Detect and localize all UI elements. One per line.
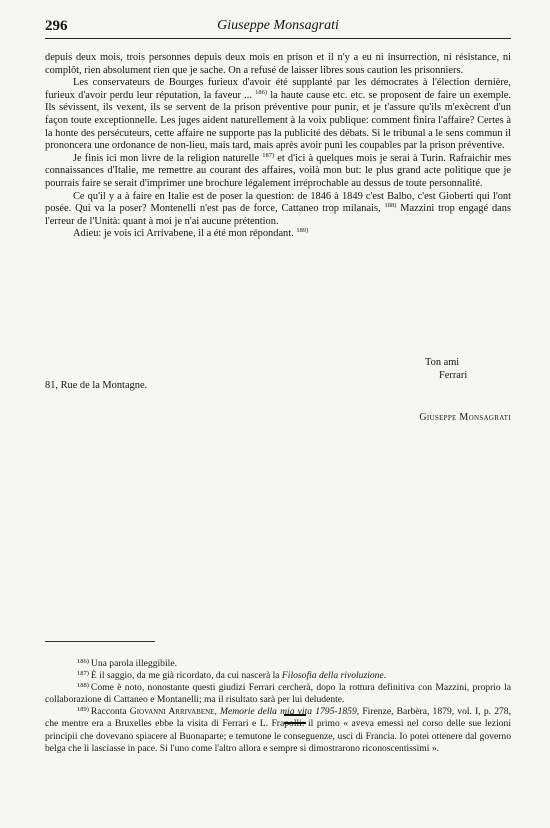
footnotes [45, 658, 511, 755]
paragraph-3: Je finis ici mon livre de la religion naturelle $^{187)}$ et d'ici à quelques mois je serai à Turin. Rafraichir mes connaissances d'Italie, me remettre au courant des affaires, voilà mon but: le plus grand acte politique que je pourrais faire se serait d'imprimer une brochure légalement irréprochable au dessus de toute personnalité. [45, 151, 511, 189]
footnote-ref-188[interactable]: 188) [384, 202, 397, 210]
running-header [45, 18, 511, 39]
page-number: 296 [45, 18, 68, 34]
cited-author: Giovanni Arrivabene [129, 706, 215, 718]
cited-title: Memorie della mia vita 1795-1859 [220, 706, 357, 718]
footnote-188: $^{188)}$ Come è noto, nonostante questi giudizi Ferrari cercherà, dopo la rottura definitiva con Mazzini, proprio la collaborazione di Cattaneo e Montanelli; ma il risultato sarà per lui deludente. [45, 682, 511, 706]
editorial-mark [284, 714, 306, 724]
footnote-186: $^{186)}$ Una parola illeggibile. [77, 658, 177, 669]
article-author-signature: Giuseppe Monsagrati [419, 412, 511, 423]
letter-signature: Ferrari [439, 370, 468, 381]
running-head-title: Giuseppe Monsagrati [217, 18, 339, 33]
paragraph-1: depuis deux mois, trois personnes depuis deux mois en prison et il n'y a eu ni insurrection, ni résistance, ni complôt, rien absolument rien que je sache. On a refusé de laisser libres sous caution les prisonniers. [45, 52, 511, 76]
cited-title: Filosofia della rivoluzione [281, 670, 384, 682]
footnote-189: $^{189)}$ Racconta Giovanni Arrivabene, Memorie della mia vita 1795-1859, Firenze, Barbèra, 1879, vol. I, p. 278, che mentre era a Bruxelles ebbe la visita di Ferrari e L. Frapolli: il primo « aveva emessi nel corso delle sue lezioni principii che dovevano spiacere al Buonaparte; e temutone le conseguenze, uscì di Francia. Io potei ottenere dal governo belga che li lasciasse in pace. Si l'uno come l'altro allora e sempre si dimostrarono riconoscentissimi ». [45, 706, 511, 754]
footnote-divider [45, 641, 155, 642]
salutation: Ton ami [425, 357, 460, 368]
footnote-ref-186[interactable]: 186) [255, 88, 268, 96]
paragraph-2: Les conservateurs de Bourges furieux d'avoir été supplanté par les démocrates à l'élection dernière, furieux d'avoir perdu leur réputation, la faveur ... $^{186)}$ la haute cause etc. etc. se proposent de faire un exemple. Ils sévissent, ils vexent, ils se servent de la prison préventive pour punir, et je t'assure qu'ils m'exècrent d'un façon toute exceptionnelle. Les juges aident naturellement à la voix publique: comment finira l'affaire? Certes à la honte des persécuteurs, cette affaire ne supporte pas la publicité des débats. Si le tribunal a le sens commun il prononcera une ordonance de non-lieu, mais tard, mais après avoir puni les coupables par la prison préventive. [45, 77, 511, 152]
closing-signoff [425, 356, 467, 382]
footnote-187: $^{187)}$ È il saggio, da me già ricordato, da cui nascerà la Filosofia della rivoluzione. [77, 670, 387, 682]
paragraph-4: Ce qu'il y a à faire en Italie est de poser la question: de 1846 à 1849 c'est Balbo, c'est Gioberti qui l'ont posée. Qui va la poser? Montenelli n'est pas de force, Cattaneo trop milanais, $^{188)}$ Mazzini trop engagé dans l'erreur de l'Unità: quant à moi je n'ai aucune prétention. [45, 190, 511, 227]
letter-body [45, 52, 511, 241]
footnote-ref-189[interactable]: 189) [296, 227, 309, 235]
sender-address: 81, Rue de la Montagne. [45, 380, 148, 391]
footnote-ref-187[interactable]: 187) [262, 151, 275, 159]
paragraph-5: Adieu: je vois ici Arrivabene, il a été mon répondant. $^{189)}$ [73, 227, 309, 240]
